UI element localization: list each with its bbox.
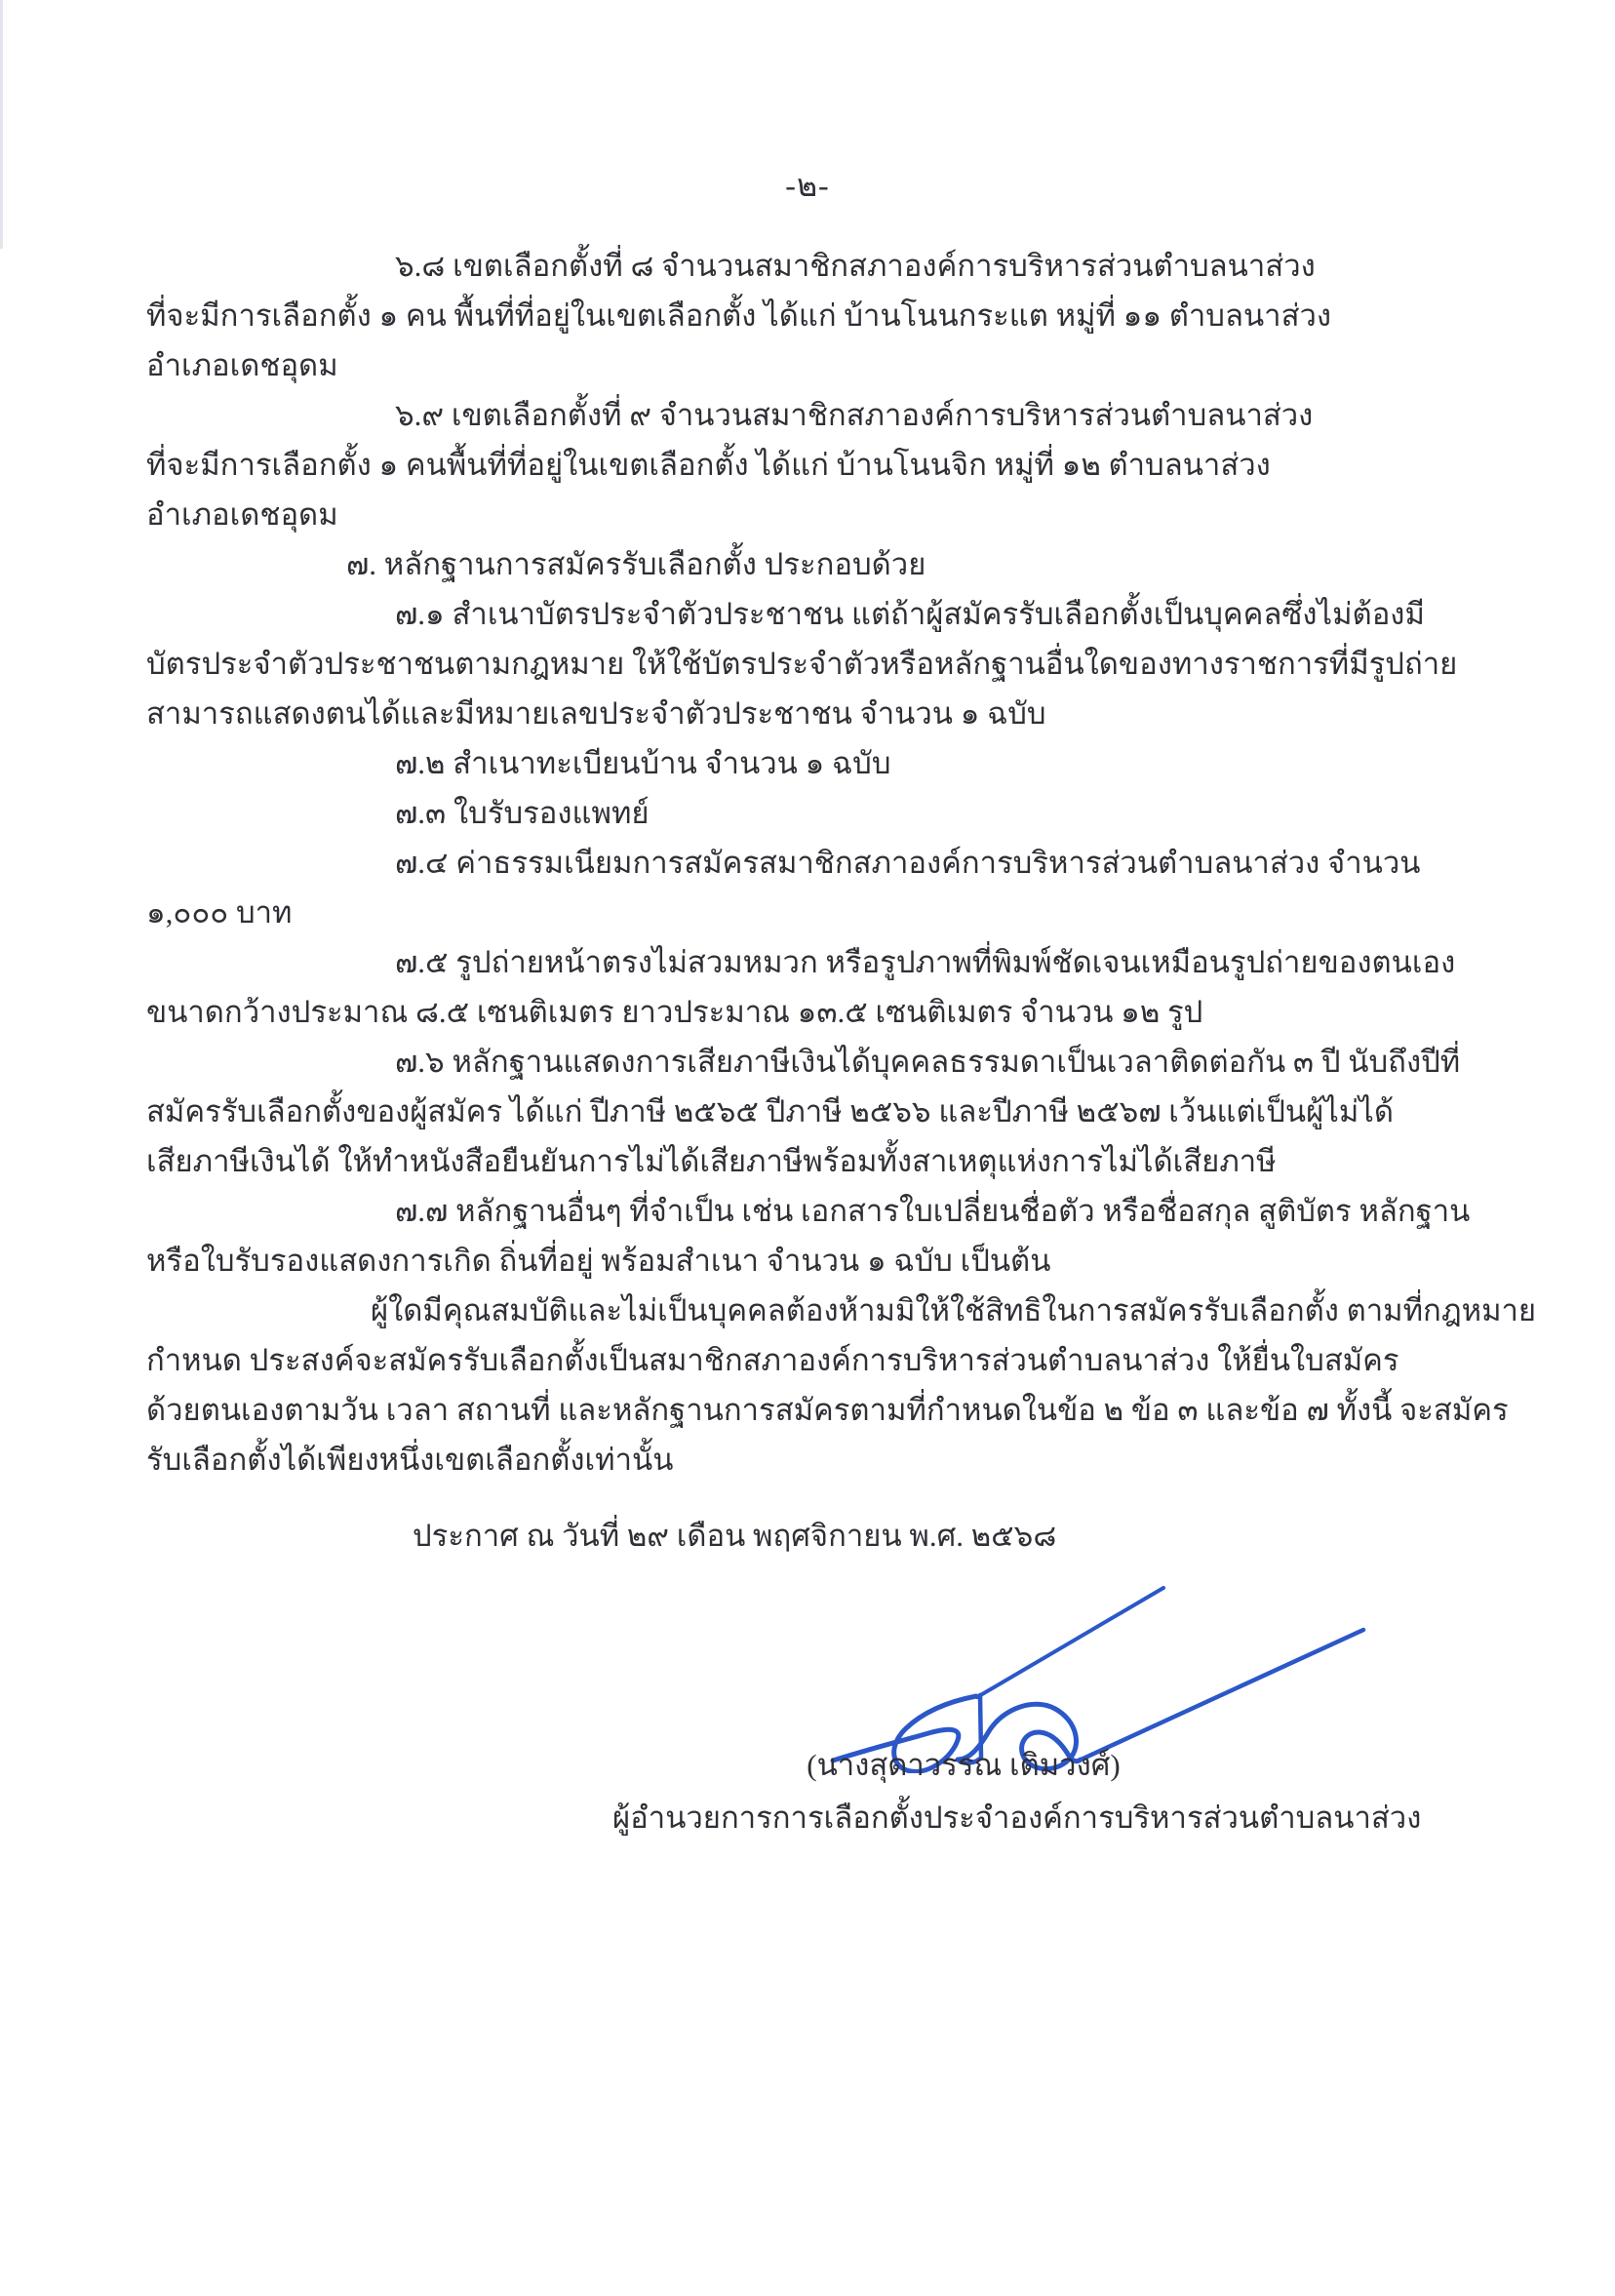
body-line: ๖.๙ เขตเลือกตั้งที่ ๙ จำนวนสมาชิกสภาองค์การบริหารส่วนตำบลนาส่วง	[395, 398, 1314, 432]
body-line: ๗.๕ รูปถ่ายหน้าตรงไม่สวมหมวก หรือรูปภาพที่พิมพ์ชัดเจนเหมือนรูปถ่ายของตนเอง	[395, 945, 1456, 979]
body-line: ที่จะมีการเลือกตั้ง ๑ คน พื้นที่ที่อยู่ในเขตเลือกตั้ง ได้แก่ บ้านโนนกระแต หมู่ที่ ๑๑ ตำบลนาส่วง	[146, 298, 1332, 333]
body-line: ขนาดกว้างประมาณ ๘.๕ เซนติเมตร ยาวประมาณ ๑๓.๕ เซนติเมตร จำนวน ๑๒ รูป	[146, 995, 1203, 1029]
signer-title: ผู้อำนวยการการเลือกตั้งประจำองค์การบริหารส่วนตำบลนาส่วง	[612, 1801, 1422, 1835]
document-body	[146, 241, 1537, 1561]
body-line: ๗.๖ หลักฐานแสดงการเสียภาษีเงินได้บุคคลธรรมดาเป็นเวลาติดต่อกัน ๓ ปี นับถึงปีที่	[395, 1045, 1461, 1079]
scan-edge-artifact	[0, 0, 3, 249]
body-line: สมัครรับเลือกตั้งของผู้สมัคร ได้แก่ ปีภาษี ๒๕๖๕ ปีภาษี ๒๕๖๖ และปีภาษี ๒๕๖๗ เว้นแต่เป็นผู้ไม่ได้	[146, 1094, 1394, 1128]
body-line: ๑,๐๐๐ บาท	[146, 895, 293, 930]
body-line: ๗.๒ สำเนาทะเบียนบ้าน จำนวน ๑ ฉบับ	[395, 746, 891, 780]
body-line: รับเลือกตั้งได้เพียงหนึ่งเขตเลือกตั้งเท่านั้น	[146, 1443, 674, 1477]
body-line: ที่จะมีการเลือกตั้ง ๑ คนพื้นที่ที่อยู่ในเขตเลือกตั้ง ได้แก่ บ้านโนนจิก หมู่ที่ ๑๒ ตำบลนาส่วง	[146, 448, 1271, 482]
body-line: ผู้ใดมีคุณสมบัติและไม่เป็นบุคคลต้องห้ามมิให้ใช้สิทธิในการสมัครรับเลือกตั้ง ตามที่กฎหมาย	[371, 1293, 1537, 1327]
signature-stroke	[977, 1588, 1163, 1697]
body-line: อำเภอเดชอุดม	[146, 348, 338, 382]
body-line: บัตรประจำตัวประชาชนตามกฎหมาย ให้ใช้บัตรประจำตัวหรือหลักฐานอื่นใดของทางราชการที่มีรูปถ่าย	[146, 647, 1458, 681]
body-line: อำเภอเดชอุดม	[146, 497, 338, 532]
body-line: ๗.๗ หลักฐานอื่นๆ ที่จำเป็น เช่น เอกสารใบเปลี่ยนชื่อตัว หรือชื่อสกุล สูติบัตร หลักฐาน	[395, 1194, 1471, 1228]
body-line: ด้วยตนเองตามวัน เวลา สถานที่ และหลักฐานการสมัครตามที่กำหนดในข้อ ๒ ข้อ ๓ และข้อ ๗ ทั้งนี้ จะสมัคร	[146, 1393, 1509, 1427]
body-line: กำหนด ประสงค์จะสมัครรับเลือกตั้งเป็นสมาชิกสภาองค์การบริหารส่วนตำบลนาส่วง ให้ยื่นใบสมัคร	[146, 1343, 1399, 1377]
body-line: ๗.๔ ค่าธรรมเนียมการสมัครสมาชิกสภาองค์การบริหารส่วนตำบลนาส่วง จำนวน	[395, 846, 1421, 880]
announcement-date-line: ประกาศ ณ วันที่ ๒๙ เดือน พฤศจิกายน พ.ศ. ๒๕๖๘	[413, 1519, 1057, 1553]
body-line: ๖.๘ เขตเลือกตั้งที่ ๘ จำนวนสมาชิกสภาองค์การบริหารส่วนตำบลนาส่วง	[395, 249, 1316, 283]
signer-name: (นางสุดาวรรณ เติมวงศ์)	[807, 1748, 1121, 1782]
body-line: เสียภาษีเงินได้ ให้ทำหนังสือยืนยันการไม่ได้เสียภาษีพร้อมทั้งสาเหตุแห่งการไม่ได้เสียภาษี	[146, 1144, 1277, 1178]
body-line: หรือใบรับรองแสดงการเกิด ถิ่นที่อยู่ พร้อมสำเนา จำนวน ๑ ฉบับ เป็นต้น	[146, 1244, 1051, 1278]
body-line: สามารถแสดงตนได้และมีหมายเลขประจำตัวประชาชน จำนวน ๑ ฉบับ	[146, 696, 1046, 731]
body-line: ๗.๑ สำเนาบัตรประจำตัวประชาชน แต่ถ้าผู้สมัครรับเลือกตั้งเป็นบุคคลซึ่งไม่ต้องมี	[395, 597, 1425, 631]
page-number: -๒-	[785, 168, 830, 203]
body-line: ๗.๓ ใบรับรองแพทย์	[395, 796, 650, 830]
body-line: ๗. หลักฐานการสมัครรับเลือกตั้ง ประกอบด้วย	[346, 547, 926, 581]
